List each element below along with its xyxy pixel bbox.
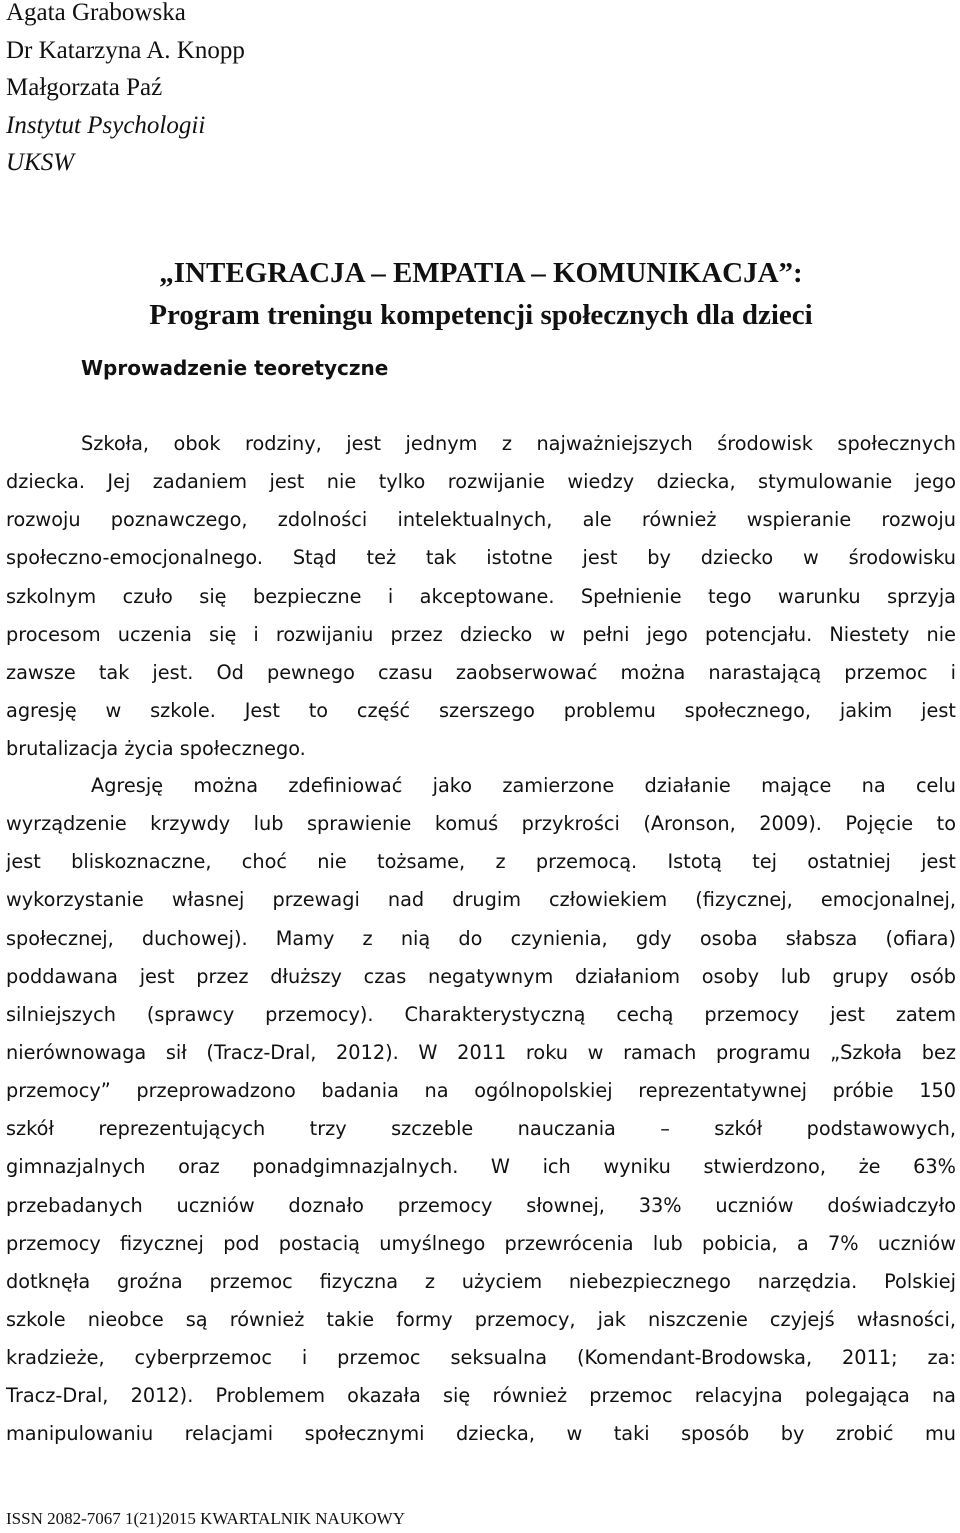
- article-title: [6, 252, 956, 336]
- text-line: manipulowaniu relacjami społecznymi dziecka, w taki sposób by zrobić mu: [6, 1422, 956, 1446]
- text-line: silniejszych (sprawcy przemocy). Charakterystyczną cechą przemocy jest zatem: [6, 1002, 956, 1026]
- text-line: Tracz-Dral, 2012). Problemem okazała się również przemoc relacyjna polegająca na: [6, 1384, 956, 1408]
- text-line: kradzieże, cyberprzemoc i przemoc seksualna (Komendant-Brodowska, 2011; za:: [6, 1346, 956, 1370]
- text-line: szkole nieobce są również takie formy przemocy, jak niszczenie czyjejś własności,: [6, 1307, 956, 1331]
- text-line: procesom uczenia się i rozwijaniu przez dziecko w pełni jego potencjału. Niestety nie: [6, 622, 956, 646]
- author-block: [6, 0, 245, 182]
- text-line: brutalizacja życia społecznego.: [6, 737, 306, 761]
- author-university: UKSW: [6, 149, 75, 176]
- text-line: agresję w szkole. Jest to część szerszego problemu społecznego, jakim jest: [6, 698, 956, 722]
- author-name: Agata Grabowska: [6, 0, 186, 26]
- title-line: „INTEGRACJA – EMPATIA – KOMUNIKACJA”:: [159, 257, 803, 289]
- text-line: przemocy” przeprowadzono badania na ogólnopolskiej reprezentatywnej próbie 150: [6, 1079, 956, 1103]
- text-line: przebadanych uczniów doznało przemocy słownej, 33% uczniów doświadczyło: [6, 1193, 956, 1217]
- paragraph: [6, 425, 956, 768]
- text-line: rozwoju poznawczego, zdolności intelektualnych, ale również wspieranie rozwoju: [6, 508, 956, 532]
- text-line: Szkoła, obok rodziny, jest jednym z najważniejszych środowisk społecznych: [81, 432, 956, 455]
- text-line: społecznej, duchowej). Mamy z nią do czynienia, gdy osoba słabsza (ofiara): [6, 926, 956, 950]
- section-heading: Wprowadzenie teoretyczne: [81, 356, 389, 380]
- text-line: gimnazjalnych oraz ponadgimnazjalnych. W ich wyniku stwierdzono, że 63%: [6, 1155, 956, 1179]
- text-line: szkolnym czuło się bezpieczne i akceptowane. Spełnienie tego warunku sprzyja: [6, 584, 956, 608]
- paragraph: [6, 767, 956, 1454]
- text-line: społeczno-emocjonalnego. Stąd też tak istotne jest by dziecko w środowisku: [6, 546, 956, 570]
- author-name: Małgorzata Paź: [6, 74, 163, 101]
- text-line: wykorzystanie własnej przewagi nad drugim człowiekiem (fizycznej, emocjonalnej,: [6, 888, 956, 912]
- text-line: Agresję można zdefiniować jako zamierzone działanie mające na celu: [91, 774, 956, 797]
- text-line: wyrządzenie krzywdy lub sprawienie komuś przykrości (Aronson, 2009). Pojęcie to: [6, 812, 956, 836]
- text-line: dotknęła groźna przemoc fizyczna z użyciem niebezpiecznego narzędzia. Polskiej: [6, 1269, 956, 1293]
- text-line: przemocy fizycznej pod postacią umyślnego przewrócenia lub pobicia, a 7% uczniów: [6, 1231, 956, 1255]
- text-line: zawsze tak jest. Od pewnego czasu zaobserwować można narastającą przemoc i: [6, 660, 956, 684]
- text-line: jest bliskoznaczne, choć nie tożsame, z przemocą. Istotą tej ostatniej jest: [6, 850, 956, 874]
- document-page: [6, 0, 956, 1533]
- author-institute: Instytut Psychologii: [6, 111, 206, 139]
- text-line: szkół reprezentujących trzy szczeble nauczania – szkół podstawowych,: [6, 1117, 956, 1141]
- text-line: nierównowaga sił (Tracz-Dral, 2012). W 2011 roku w ramach programu „Szkoła bez: [6, 1040, 956, 1064]
- page-footer: ISSN 2082-7067 1(21)2015 KWARTALNIK NAUKOWY: [6, 1509, 405, 1528]
- text-line: poddawana jest przez dłuższy czas negatywnym działaniom osoby lub grupy osób: [6, 964, 956, 988]
- title-line: Program treningu kompetencji społecznych dla dzieci: [149, 299, 813, 331]
- text-line: dziecka. Jej zadaniem jest nie tylko rozwijanie wiedzy dziecka, stymulowanie jego: [6, 470, 956, 494]
- author-name: Dr Katarzyna A. Knopp: [6, 36, 245, 64]
